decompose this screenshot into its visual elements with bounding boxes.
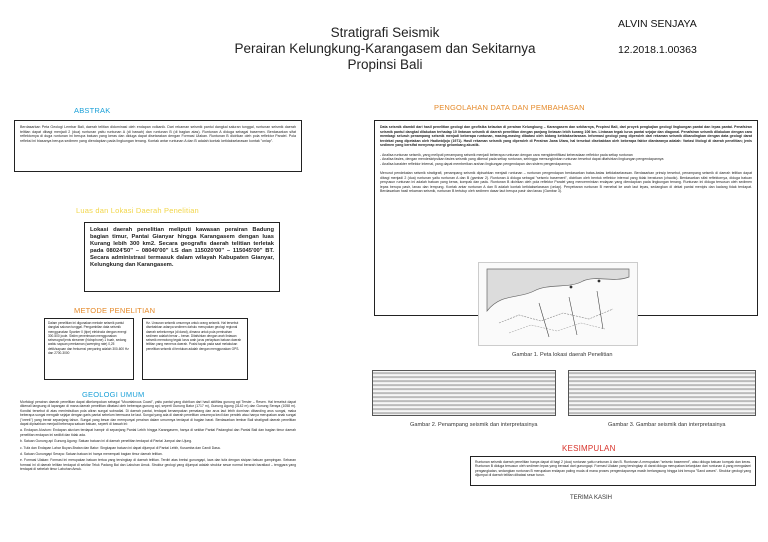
student-id: 12.2018.1.00363 — [618, 44, 697, 56]
kesimpulan-heading: KESIMPULAN — [562, 444, 616, 453]
geologi-body — [20, 400, 296, 540]
geologi-item: e. Formasi Ulakan: Formasi ini merupakan batuan tertua yang tersingkap di daerah telitian. Terdiri atas breksi gunungapi, lava dan tufa dengan sisipan batuan gampingan. Sebaran formasi ini di daerah telitian terdapat di sekitar Teluk Padang Bai dan Labuhan Amuk. Struktur geologi yang dijumpai adalah struktur sesar normal berarah baratlaut – tenggara yang terdapat di sebelah timur Labuhan Amuk. — [20, 458, 296, 472]
pengolahan-list-item: - Analisa runtunan seismik, yang meliputi penampang seismik menjadi beberapa runtunan dengan cara mengidentifikasi keberadaan reflektor pada setiap runtunan — [380, 152, 633, 157]
seismic-section-figure-3 — [568, 370, 756, 416]
terima-kasih: TERIMA KASIH — [570, 495, 613, 501]
metode-heading: METODE PENELITIAN — [74, 306, 156, 315]
abstrak-heading: ABSTRAK — [74, 106, 111, 115]
pengolahan-p1: Data seismik diambil dari hasil penelitian geologi dan geofisika kelautan di perairan Kelungkung – Karangasem dan sekitarnya, Propinsi Bali, dari proyek pengkajian geologi lingkungan pantai dan lepas pantai. Penafsiran seismik pantul dangkal dilakukan terhadap 10 lintasan seismik di daerah penelitian dengan panjang lintasan lebih kurang 106 km. Lintasan tegak lurus pantai sejajar dan diagonal. Penafsiran seismik dilakukan dengan cara membagi seluruh penampang seismik menjadi beberapa runtunan, masing-masing dibatasi oleh bidang ketidakselarasan. Informasi geologi yang diperoleh dari rekaman seismik dibandingkan dengan data geologi darat terdekat yang dipetakan oleh Hadiwidjojo (1971). Hasil rekaman seismik yang diperoleh di Perairan Jawa Utara, hal tersebut disebabkan oleh beberapa faktor diantaranya adalah: Variasi litologi di daerah penelitian; jenis sedimen yang bersifat menyerap energi gelombang akustik. — [380, 125, 752, 147]
metode-col1-text: Dalam penelitian ini digunakan metode seismik pantul dangkal saluran tunggal. Pengambilan data seismik menggunakan Sparker 0 (tipe) elektroda dengan energi 300-500 joule. Sistim penerimaan menggunakan seismograf jenis streamer (hidrophone) 1 buah, sedang waktu sapuan perekaman (sweeping rate) 0,25 detik/sapuan dan frekuensi penyaring adalah 300-600 Hz dan 2700-3000 — [48, 321, 129, 356]
geologi-heading: GEOLOGI UMUM — [82, 390, 145, 399]
kesimpulan-text: Runtunan seismik daerah penelitian hanya dapat di bagi 2 (dua) runtunan yaitu runtunan A dan B. Runtunan A merupakan "seismic basement", atau diduga batuan kompak dan keras. Runtunan B diduga tersusun oleh sedimen lepas yang berasal dari gunungapi. Formasi Ulakan yang tersingkap di darat diduga merupakan kelanjutan dari runtunan A yang mengalami pengangkatan, sedangkan runtunan B merupakan endapan paling muda di mana proses pengendapannya masih berlangsung hingga kini berupa "Sand waves". Struktur geologi yang dijumpai di daerah telitian dibatasi sesar turun. — [475, 460, 751, 478]
author-name: ALVIN SENJAYA — [618, 18, 697, 30]
kesimpulan-box — [470, 456, 756, 486]
pengolahan-heading: PENGOLAHAN DATA DAN PEMBAHASAN — [434, 103, 585, 112]
figure-3-caption: Gambar 3. Gambar seismik dan interpretasinya — [608, 422, 726, 428]
metode-col2-box — [142, 318, 248, 380]
geologi-item: b. Satuan Gunung api Gunung Agung: Satuan batuan ini di daerah penelitian terdapat di Pantai Jumpai dan Ujung. — [20, 439, 193, 444]
pengolahan-list-item: - Analisa fasies, dengan mendeskripsikan fasies seismik yang dikenal pada setiap runtunan, sehingga memungkinkan runtunan tersebut dapat ditafsirkan lingkungan pengendapannya — [380, 157, 664, 161]
geologi-item: a. Endapan Aluvium: Endapan aluvium terdapat hampir di sepanjang Pantai Lebih hingga Karangasem, hanya di sekitar Pantai Padangbai dan Pantai Bali dan bagian timur daerah penelitian endapan ini sedikit dan tidak ada. — [20, 428, 296, 437]
poster-title — [220, 25, 550, 73]
title-line-2: Perairan Kelungkung-Karangasem dan Sekitarnya — [234, 41, 536, 56]
abstrak-text: Berdasarkan Peta Geologi Lembar Bali, daerah telitian didominasi oleh endapan volkanik. Dari rekaman seismik pantul dangkal saluran tunggal, runtunan seismik daerah telitian dapat dibagi menjadi 2 (dua) runtunan yaitu runtunan A (di bawah) dan runtunan B (di bagian atas). Runtunan A diduga sebagai basemen. Berdasarkan sifat reflektornya di duga runtunan ini berupa batuan yang keras dan diduga dapat disetarakan dengan Formasi Ulakan. Runtunan B dicirikan oleh pola reflektor Paralel. Pola refleksi ini biasanya berupa sedimen yang diendapkan pada lingkungan tenang. Kontak antar runtunan A dan B adalah kontak ketidakselarasan kontak "onlap". — [20, 125, 296, 144]
lokasi-text: Lokasi daerah penelitian meliputi kawasan perairan Badung bagian timur, Pantai Gianyar hingga Karangasem dengan luas Kurang lebih 300 km2. Secara geografis daerah telitian terletak pada 08024'50" – 08040'00" LS dan 115020'00" – 115045'00" BT. Secara administrasi termasuk dalam wilayah Kabupaten Gianyar, Kelungkung dan Karangasem. — [90, 227, 274, 268]
pengolahan-list-item: - Analisa karakter reflektor internal, yang dapat memberikan arahan lingkungan pengendapan dan sistem pengendapannya. — [380, 161, 572, 166]
geologi-text: Morfologi perairan daerah penelitian dapat dikelompokan sebagai "Mountainous Coast", yaitu pantai yang dicirikan dari hasil aktifitas gunung api Tersier – Resen. Hal tersebut dapat dikenali langsung di lapangan di mana daerah penelitian dibatasi oleh beberapa gunung api, seperti Gunung Batur (1717 m), Gunung Agung (3142 m) dan Gunung Seraya (1058 m). Kondisi tersebut di atas menimbulkan pola aliran sungai subradial. Di daerah pantai, terdapat kenampakan pematang dan arus laut lebih dominan dibanding arus sungai, maka beberapa sungai mengalir sejajar dengan garis pantai sebelum bermuara ke laut. Sungai yang ada di daerah penelitian umumnya kecil dan pendek atau hanya merupakan anak sungai ("creek") yang berair sepanjang tahun. Sungai yang besar dan mempunyai perairan dalam umumnya terdapat di bagian barat. Berdasarkan lembar Bali stratigrafi daerah penelitian dapat dipisahkan menjadi beberapa satuan batuan, seperti di bawah ini: — [20, 400, 296, 427]
title-line-3: Propinsi Bali — [347, 57, 423, 72]
title-line-1: Stratigrafi Seismik — [330, 25, 440, 40]
lokasi-box — [84, 222, 280, 292]
location-map-figure — [478, 262, 638, 346]
metode-col1-box — [44, 318, 134, 380]
abstrak-box — [14, 120, 302, 172]
geologi-item: d. Satuan Gunungapi Seraya: Satuan batuan ini hanya menempati bagian timur daerah telitian. — [20, 452, 163, 457]
figure-1-caption: Gambar 1. Peta lokasi daerah Penelitian — [512, 352, 613, 358]
figure-2-caption: Gambar 2. Penampang seismik dan interpretasinya — [410, 422, 538, 428]
metode-col2-text: Hz. Unsuran seismik umumnya untuk orang seismik. Hal tersebut disebabkan adanya sedimen dahulu merupakan geologi regional daerah sebelumnya (di darat), dimana untuk pula pemisahan sedimen adalah benar – benar. Ditafsirkan dengan arah lintasan seismik memotong tegak lurus arah jurus perlapisan batuan daerah telitian yang menerus daerah. Posisi tapak pada saat melakukan penelitian seismik di tentukan adalah dengan menggunakan GPS. — [146, 321, 242, 351]
pengolahan-list — [380, 153, 752, 167]
seismic-section-figure-2 — [372, 370, 556, 416]
geologi-item: c. Tufa dan Endapan Lahar Buyan-Bratan dan Batur: Singkapan batuan ini dapat dijumpai di Pantai Lebih, Kusamba dan Candi Dasa. — [20, 445, 221, 450]
location-map-image — [479, 263, 637, 345]
pengolahan-p2: Menurut pendekatan seismik stratigrafi, penampang seismik dipisahkan menjadi runtunan – runtunan pengendapan berdasarkan batas-batas ketidakselarasan. Berdasarkan prinsip tersebut, penampang seismik di daerah telitian dapat dibagi menjadi 2 (dua) runtunan yaitu runtunan A dan B (gambar 2). Runtunan A diduga sebagai "seismic basement", dicirikan oleh bentuk reflektor internal yang tidak beraturan (chaotic). Berdasarkan sifat reflektornya, diduga batuan penyusun runtunan ini adalah batuan yang keras, kompak dan padu. Runtunan B dicirikan oleh pola reflektor Paralel yang mencerminkan endapan yang diendapkan pada lingkungan tenang. Runtunan ini diduga tersusun oleh sedimen lepas berupa pasir, lanau dan lempung. Kontak antar runtunan A dan B adalah kontak ketidakselarasan (onlap). Penyebaran runtunan B menebal ke arah laut lepas, sedangkan di dekat pantai menipis dan kadang tidak terdapat. Berdasarkan hasil rekaman seismik, runtunan B tertutup oleh sedimen dasar laut berupa pasir dan lanau (Gambar 3). — [380, 171, 752, 193]
lokasi-heading: Luas dan Lokasi Daerah Penelitian — [76, 206, 199, 215]
